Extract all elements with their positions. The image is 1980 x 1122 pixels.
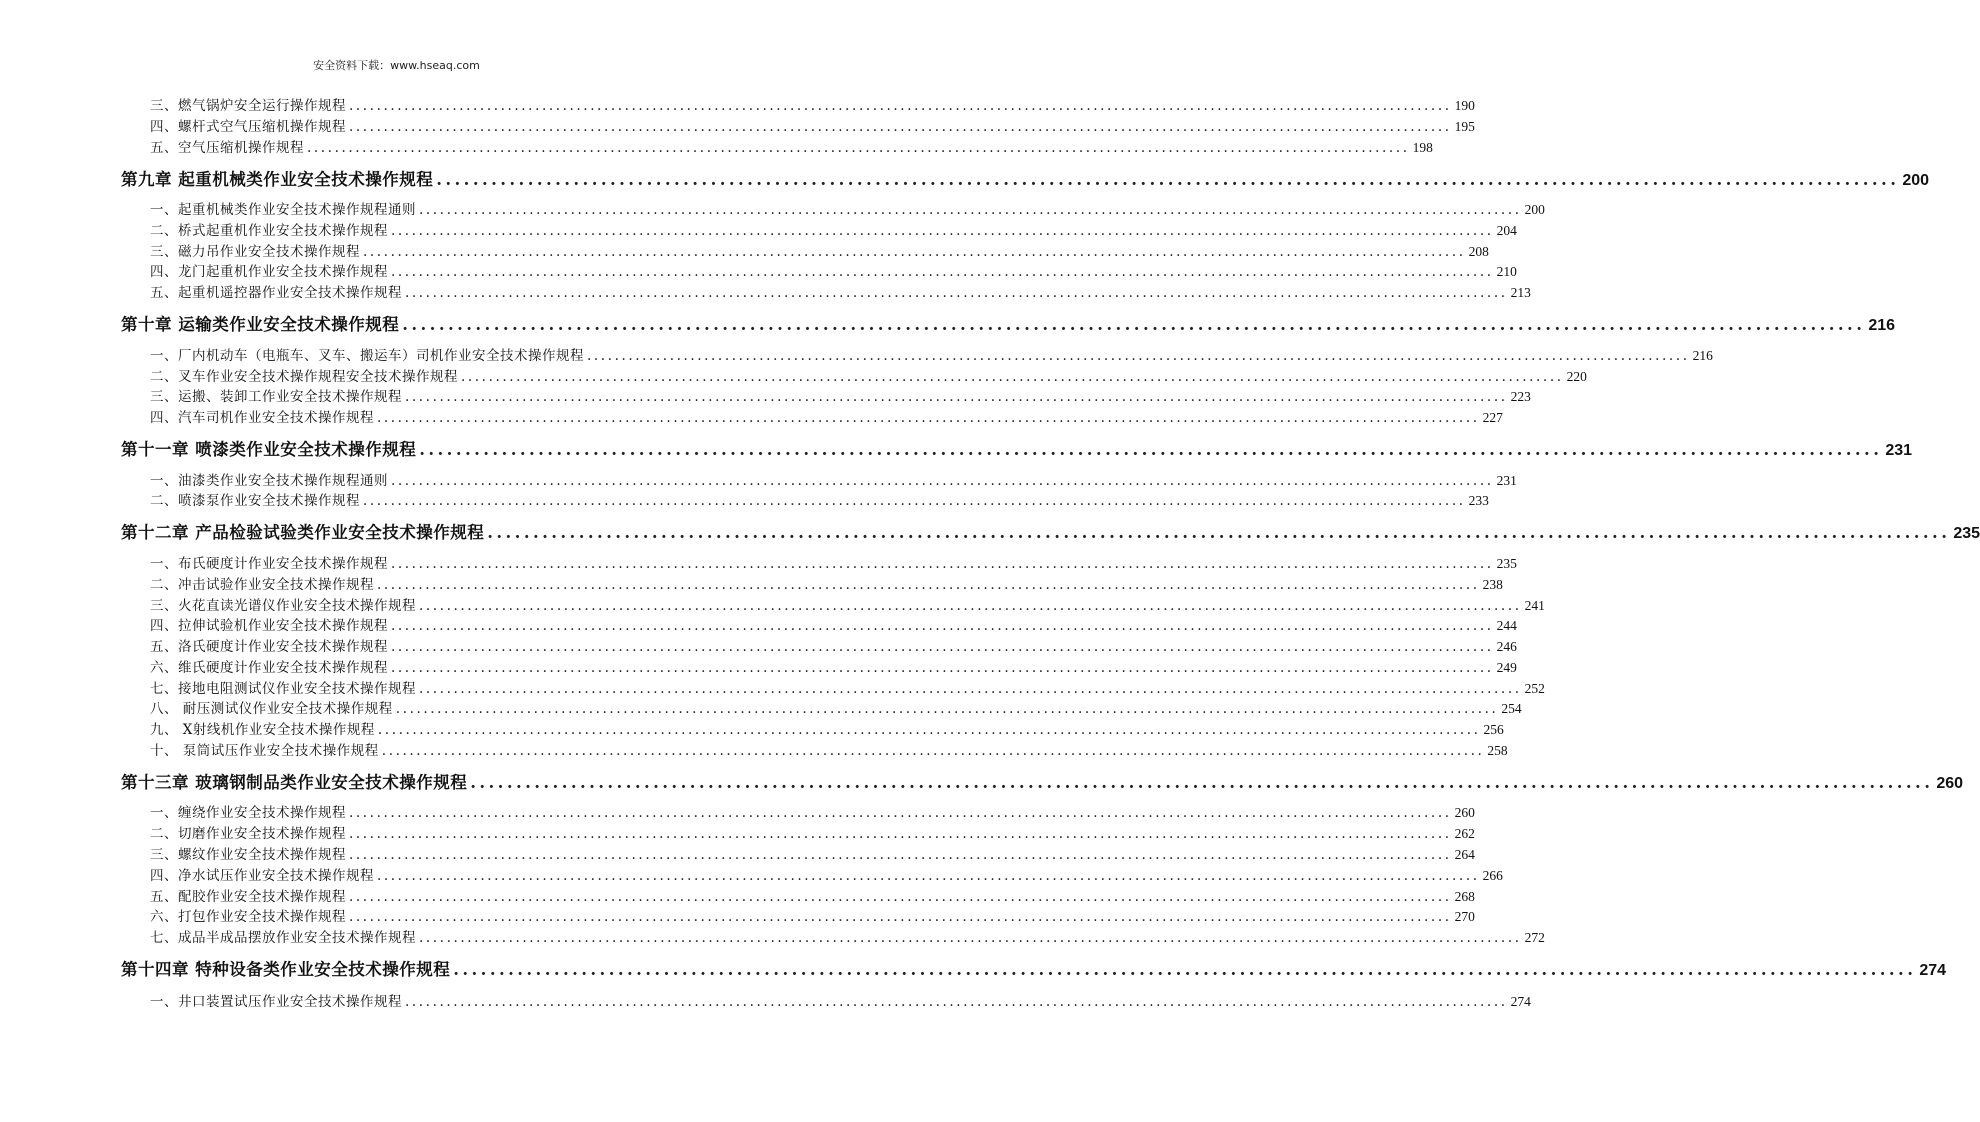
toc-entry[interactable] [150, 803, 1475, 823]
toc-page-number: 246 [1496, 639, 1517, 654]
dot-leader: ................................................................................................................................................................ [349, 909, 1452, 925]
toc-entry[interactable] [150, 720, 1504, 740]
dot-leader: ................................................................................................................................................................ [391, 264, 1494, 280]
toc-chapter-title: 第十二章 产品检验试验类作业安全技术操作规程 [121, 523, 485, 542]
toc-chapter[interactable] [121, 958, 1947, 982]
toc-entry-title: 三、螺纹作业安全技术操作规程 [150, 847, 346, 863]
toc-entry[interactable] [150, 928, 1545, 948]
dot-leader: ................................................................................................................................................................ [487, 523, 1951, 542]
toc-page-number: 204 [1496, 223, 1517, 238]
toc-chapter[interactable] [121, 313, 1896, 337]
dot-leader: ................................................................................................................................................................ [377, 410, 1480, 426]
toc-page-number: 256 [1483, 722, 1504, 737]
dot-leader: ................................................................................................................................................................ [419, 930, 1522, 946]
toc-page-number: 233 [1468, 493, 1489, 508]
toc-page-number: 227 [1482, 410, 1503, 425]
dot-leader: ................................................................................................................................................................ [405, 389, 1508, 405]
toc-page-number: 200 [1524, 202, 1545, 217]
toc-chapter[interactable] [121, 771, 1964, 795]
toc-page-number: 268 [1454, 889, 1475, 904]
dot-leader: ................................................................................................................................................................ [436, 170, 1900, 189]
toc-page-number: 252 [1524, 681, 1545, 696]
toc-entry-title: 七、成品半成品摆放作业安全技术操作规程 [150, 930, 416, 946]
toc-entry[interactable] [150, 616, 1517, 636]
toc-entry-title: 二、叉车作业安全技术操作规程安全技术操作规程 [150, 369, 458, 385]
toc-entry[interactable] [150, 575, 1503, 595]
dot-leader: ................................................................................................................................................................ [363, 493, 1466, 509]
dot-leader: ................................................................................................................................................................ [391, 223, 1494, 239]
toc-entry-title: 十、 泵筒试压作业安全技术操作规程 [150, 743, 379, 759]
toc-page-number: 258 [1487, 743, 1508, 758]
toc-entry-title: 一、缠绕作业安全技术操作规程 [150, 805, 346, 821]
toc-entry-title: 三、燃气锅炉安全运行操作规程 [150, 98, 346, 114]
toc-page-number: 274 [1919, 962, 1947, 979]
dot-leader: ................................................................................................................................................................ [587, 348, 1690, 364]
toc-entry-title: 四、龙门起重机作业安全技术操作规程 [150, 264, 388, 280]
toc-entry[interactable] [150, 845, 1475, 865]
toc-entry[interactable] [150, 367, 1587, 387]
dot-leader: ................................................................................................................................................................ [453, 960, 1917, 979]
dot-leader: ................................................................................................................................................................ [391, 473, 1494, 489]
toc-page-number: 254 [1501, 701, 1522, 716]
toc-page-number: 266 [1482, 868, 1503, 883]
toc-entry[interactable] [150, 907, 1475, 927]
dot-leader: ................................................................................................................................................................ [349, 98, 1452, 114]
toc-entry-title: 一、油漆类作业安全技术操作规程通则 [150, 473, 388, 489]
dot-leader: ................................................................................................................................................................ [402, 315, 1866, 334]
toc-page-number: 249 [1496, 660, 1517, 675]
dot-leader: ................................................................................................................................................................ [405, 994, 1508, 1010]
dot-leader: ................................................................................................................................................................ [391, 618, 1494, 634]
toc-entry[interactable] [150, 408, 1503, 428]
toc-entry-title: 四、螺杆式空气压缩机操作规程 [150, 119, 346, 135]
toc-entry-title: 二、桥式起重机作业安全技术操作规程 [150, 223, 388, 239]
toc-page-number: 210 [1496, 264, 1517, 279]
dot-leader: ................................................................................................................................................................ [349, 805, 1452, 821]
toc-page-number: 272 [1524, 930, 1545, 945]
toc-page-number: 270 [1454, 909, 1475, 924]
dot-leader: ................................................................................................................................................................ [461, 369, 1564, 385]
dot-leader: ................................................................................................................................................................ [377, 868, 1480, 884]
toc-chapter-title: 第十章 运输类作业安全技术操作规程 [121, 315, 400, 334]
toc-entry[interactable] [150, 554, 1517, 574]
dot-leader: ................................................................................................................................................................ [349, 826, 1452, 842]
dot-leader: ................................................................................................................................................................ [381, 743, 1485, 759]
toc-entry-title: 一、布氏硬度计作业安全技术操作规程 [150, 556, 388, 572]
toc-chapter[interactable] [121, 438, 1913, 462]
toc-entry[interactable] [150, 96, 1475, 116]
toc-page-number: 262 [1454, 826, 1475, 841]
toc-entry[interactable] [150, 741, 1508, 761]
toc-entry[interactable] [150, 346, 1713, 366]
toc-page-number: 216 [1692, 348, 1713, 363]
toc-page-number: 231 [1885, 442, 1913, 459]
toc-entry-title: 五、空气压缩机操作规程 [150, 140, 304, 156]
dot-leader: ................................................................................................................................................................ [377, 722, 1481, 738]
toc-entry-title: 三、运搬、装卸工作业安全技术操作规程 [150, 389, 402, 405]
toc-page-number: 238 [1482, 577, 1503, 592]
toc-page-number: 264 [1454, 847, 1475, 862]
toc-page-number: 200 [1902, 172, 1930, 189]
dot-leader: ................................................................................................................................................................ [419, 681, 1522, 697]
toc-entry-title: 六、打包作业安全技术操作规程 [150, 909, 346, 925]
toc-chapter-title: 第九章 起重机械类作业安全技术操作规程 [121, 170, 434, 189]
dot-leader: ................................................................................................................................................................ [470, 773, 1934, 792]
toc-entry-title: 四、汽车司机作业安全技术操作规程 [150, 410, 374, 426]
toc-page-number: 241 [1524, 598, 1545, 613]
toc-entry[interactable] [150, 221, 1517, 241]
toc-entry[interactable] [150, 658, 1517, 678]
toc-entry[interactable] [150, 117, 1475, 137]
toc-page-number: 235 [1496, 556, 1517, 571]
toc-entry-title: 三、火花直读光谱仪作业安全技术操作规程 [150, 598, 416, 614]
dot-leader: ................................................................................................................................................................ [391, 639, 1494, 655]
dot-leader: ................................................................................................................................................................ [349, 847, 1452, 863]
toc-chapter[interactable] [121, 521, 1980, 545]
toc-entry-title: 五、洛氏硬度计作业安全技术操作规程 [150, 639, 388, 655]
toc-entry[interactable] [150, 138, 1433, 158]
toc-page-number: 216 [1868, 317, 1896, 334]
toc-entry-title: 二、冲击试验作业安全技术操作规程 [150, 577, 374, 593]
toc-chapter[interactable] [121, 168, 1930, 192]
toc-page-number: 220 [1566, 369, 1587, 384]
page-header: 安全资料下载：www.hseaq.com [313, 59, 480, 72]
dot-leader: ................................................................................................................................................................ [377, 577, 1480, 593]
toc-entry-title: 一、厂内机动车（电瓶车、叉车、搬运车）司机作业安全技术操作规程 [150, 348, 584, 364]
toc-entry[interactable] [150, 992, 1531, 1012]
dot-leader: ................................................................................................................................................................ [419, 202, 1522, 218]
dot-leader: ................................................................................................................................................................ [391, 660, 1494, 676]
toc-page-number: 190 [1454, 98, 1475, 113]
toc-page-number: 244 [1496, 618, 1517, 633]
toc-page-number: 260 [1936, 775, 1964, 792]
dot-leader: ................................................................................................................................................................ [419, 440, 1883, 459]
toc-chapter-title: 第十三章 玻璃钢制品类作业安全技术操作规程 [121, 773, 468, 792]
toc-entry-title: 三、磁力吊作业安全技术操作规程 [150, 244, 360, 260]
toc-page-number: 231 [1496, 473, 1517, 488]
dot-leader: ................................................................................................................................................................ [307, 140, 1410, 156]
toc-entry-title: 五、起重机遥控器作业安全技术操作规程 [150, 285, 402, 301]
dot-leader: ................................................................................................................................................................ [363, 244, 1466, 260]
toc-entry[interactable] [150, 491, 1489, 511]
toc-page-number: 208 [1468, 244, 1489, 259]
dot-leader: ................................................................................................................................................................ [419, 598, 1522, 614]
toc-page-number: 260 [1454, 805, 1475, 820]
toc-entry-title: 六、维氏硬度计作业安全技术操作规程 [150, 660, 388, 676]
toc-entry-title: 二、切磨作业安全技术操作规程 [150, 826, 346, 842]
toc-page-number: 198 [1412, 140, 1433, 155]
toc-entry[interactable] [150, 824, 1475, 844]
toc-page-number: 235 [1953, 525, 1980, 542]
toc-entry[interactable] [150, 200, 1545, 220]
toc-entry[interactable] [150, 471, 1517, 491]
toc-entry-title: 四、净水试压作业安全技术操作规程 [150, 868, 374, 884]
toc-page-number: 213 [1510, 285, 1531, 300]
toc-entry[interactable] [150, 679, 1545, 699]
toc-page-number: 195 [1454, 119, 1475, 134]
dot-leader: ................................................................................................................................................................ [349, 889, 1452, 905]
toc-entry[interactable] [150, 699, 1522, 719]
toc-entry[interactable] [150, 637, 1517, 657]
toc-chapter-title: 第十一章 喷漆类作业安全技术操作规程 [121, 440, 417, 459]
dot-leader: ................................................................................................................................................................ [391, 556, 1494, 572]
toc-entry-title: 五、配胶作业安全技术操作规程 [150, 889, 346, 905]
toc-entry[interactable] [150, 242, 1489, 262]
toc-entry-title: 四、拉伸试验机作业安全技术操作规程 [150, 618, 388, 634]
toc-entry[interactable] [150, 283, 1531, 303]
toc-entry-title: 八、 耐压测试仪作业安全技术操作规程 [150, 701, 393, 717]
toc-entry-title: 二、喷漆泵作业安全技术操作规程 [150, 493, 360, 509]
dot-leader: ................................................................................................................................................................ [349, 119, 1452, 135]
toc-page-number: 223 [1510, 389, 1531, 404]
toc-entry-title: 一、井口装置试压作业安全技术操作规程 [150, 994, 402, 1010]
toc-entry[interactable] [150, 262, 1517, 282]
toc-entry[interactable] [150, 596, 1545, 616]
toc-chapter-title: 第十四章 特种设备类作业安全技术操作规程 [121, 960, 451, 979]
toc-entry[interactable] [150, 387, 1531, 407]
toc-entry[interactable] [150, 866, 1503, 886]
dot-leader: ................................................................................................................................................................ [395, 701, 1499, 717]
toc-entry-title: 九、 X射线机作业安全技术操作规程 [150, 722, 375, 738]
toc-entry-title: 七、接地电阻测试仪作业安全技术操作规程 [150, 681, 416, 697]
toc-entry-title: 一、起重机械类作业安全技术操作规程通则 [150, 202, 416, 218]
toc-page-number: 274 [1510, 994, 1531, 1009]
dot-leader: ................................................................................................................................................................ [405, 285, 1508, 301]
toc-entry[interactable] [150, 887, 1475, 907]
